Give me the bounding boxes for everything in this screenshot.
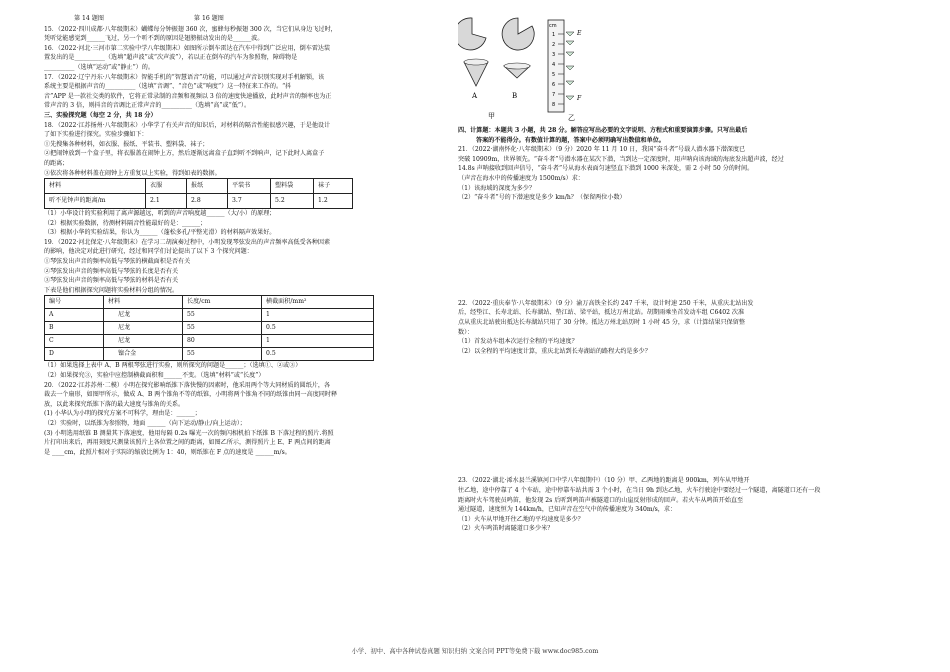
- paper-cone-diagram: [458, 14, 638, 126]
- page-footer: 小学、初中、高中各种试卷真题 知识归纳 文案合同 PPT等免费下载 www.doc985.com: [351, 648, 599, 655]
- cone-a-rim-icon: [464, 59, 488, 65]
- figure-captions: [44, 14, 444, 24]
- label-a: A: [472, 92, 478, 100]
- table-row: 材料 衣服 报纸 平装书 塑料袋 袜子: [45, 179, 353, 194]
- answer-space-21: [458, 203, 898, 299]
- answer-space-22: [458, 356, 898, 476]
- question-18: 18．（2022·江苏扬州·八年级期末）小华学了有关声音的知识后，对材料的隔音性能很感兴趣，于是他设计 了如下实验进行探究。实验步骤如下： ①先搜集各种材料，如衣服、报纸、平装书、塑料袋、袜子； ②把闹钟放到一个盒子里，将衣服盖在闹钟上方，然后逐渐远离盒子直到听不到响声，记下此时人离盒子 的距离； ③依次将各种材料盖在闹钟上方重复以上实验，得到如表的数据。: [44, 121, 331, 177]
- label-b: B: [512, 92, 518, 100]
- question-15: 15．（2022·四川成都·八年级期末）蝴蝶每分钟振翅 360 次，蜜蜂每秒振翅 300 次，当它们从身边飞过时， 凭听觉能感觉到______飞过，另一个听不到的原因是翅膀振动发出的是______波。: [44, 25, 337, 43]
- cone-a-icon: [464, 62, 488, 86]
- question-20: 20．（2022·江苏苏州·二模）小明在探究影响纸锥下落快慢的因素时，他采用两个等大同材质的圆纸片，各 裁去一个扇形，如图甲所示，做成 A、B 两个锥角不等的纸锥，小明将两个锥角不同的纸锥由同一高度同时释 放，以此来探究纸锥下落的最大速度与锥角的关系。 (1) 小华认为小明的探究方案不可科学，理由是：______； （2）实验时，以纸锥为参照物，地面 ______（向下运动/静止/向上运动）； (3) 小明选用纸锥 B 测量其下落速度，他用每隔 0.2s 曝光一次的频闪相机拍下纸锥 B 下落过程的照片.将照 片打印出来后，再用刻度尺测量该照片上各位置之间的距离，如图乙所示，测得照片上 E、F 两点间的距离 是 ____cm，此照片相对于实际的缩放比例为 1：40，则纸锥在 F 点的速度是 ______m/s。: [44, 381, 338, 456]
- table-row: B 尼龙 55 0.5: [45, 322, 374, 335]
- table-row: D 镍合金 55 0.5: [45, 348, 374, 361]
- svg-text:5: 5: [552, 72, 556, 78]
- question-19: 19．（2022·河北保定·八年级期末）在学习二胡演奏过程中，小明发现琴弦发出的声音频率高低受各种因素 的影响，他决定对此进行研究，经过和同学们讨论提出了以下 3 个探究问题： ①琴弦发出声音的频率高低与琴弦的横截面积是否有关 ②琴弦发出声音的频率高低与琴弦的长度是否有关 ③琴弦发出声音的频率高低与琴弦的材料是否有关 下表是他们根据探究问题将实验材料分组的情况。: [44, 238, 331, 294]
- material-table: [44, 178, 353, 209]
- table-row: A 尼龙 55 1: [45, 309, 374, 322]
- paper-disc-b-icon: [502, 18, 534, 50]
- svg-text:8: 8: [552, 102, 556, 108]
- svg-text:3: 3: [552, 52, 556, 58]
- question-23: 23．（2022·湖北·浠水县兰溪镇河口中学八年级期中）（10 分）甲、乙两地的距离是 900km，列车从甲地开 往乙地，途中停靠了 4 个车站，途中停靠车站共需 3 个小时，在当日 9h 到达乙地，火车行驶途中要经过一个隧道，离隧道口还有一段 距离时火车驾驶员鸣笛，他发现 2s 后听到鸣笛声被隧道口的山崖反射形成的回声。若火车从鸣笛开始直至 通过隧道，速度恒为 144km/h，已知声音在空气中的传播速度为 340m/s，求： （1）火车从甲地开往乙地的平均速度是多少？ （2）火车鸣笛时离隧道口多少米？: [458, 477, 821, 533]
- section-3-heading: 三、实验探究题（每空 2 分，共 18 分）: [44, 111, 157, 119]
- question-21: 21．（2022·湖南怀化·八年级期末）（9 分）2020 年 11 月 10 日，我国“奋斗者”号载人潜水器下潜深度已 突破 10909m，世界领先。“奋斗者”号潜水器在某次下潜，当到达一定深度时，用声呐向该海域的海底发出超声波，经过 14.8s 声呐接收到回声信号，“奋斗者”号从海水表面匀速竖直下潜到 1000 米深处，需 2 小时 50 分的时间。 （声音在海水中的传播速度为 1500m/s）求： （1）该海域的深度为多少？ （2）“奋斗者”号的下潜速度是多少 km/h？（保留两位小数）: [458, 146, 784, 202]
- question-16: 16．（2022·河北·三河市第二实验中学八年级期末）如图所示倒车雷达在汽车中得到广泛应用，倒车雷达装 置发出的是__________（选填“超声波”或“次声波”），若以正在倒车的汽车为参照物，障碍物是 __________（选填“运动”或“静止”）的。: [44, 44, 331, 71]
- question-19-parts: （1）如果选择上表中 A、B 两根琴弦进行实验，则所探究的问题是______；（选填①、②或③） （2）如果探究③，实验中应控制横截面积和______不变。（选填“材料”或“长度”）: [44, 362, 302, 380]
- svg-text:7: 7: [552, 92, 556, 98]
- question-18-parts: （1）小华设计的实验利用了离声源越远，听到的声音响度越______（大/小）的原理； （2）根据实验数据，待测材料隔音性能最好的是：______； （3）根据小华的实验结果，你认为______（蓬松多孔/平整光滑）的材料隔声效果好。: [44, 210, 276, 237]
- question-22: 22．（2022·重庆奉节·八年级期末）（9 分）渝万高铁全长约 247 千米，设计时速 250 千米，从重庆北站出发 后，经垫江、长寿北站、长寿湖站、垫江站、梁平站，抵达万州北站。胡期雨乘坐首发动车组 C6402 次准 点从重庆北站驶出抵达长寿湖站只用了 30 分钟。抵达万州北站历时 1 小时 45 分，求（计算结果只保留整 数）： （1）首发动车组本次运行全程的平均速度？ （2）以全程的平均速度计算，重庆北站到长寿湖站的路程大约是多少？: [458, 299, 754, 355]
- svg-text:1: 1: [552, 32, 556, 38]
- table-row: 编号 材料 长度/cm 横截面积/mm²: [45, 296, 374, 309]
- cone-b-rim-icon: [504, 63, 530, 69]
- fig16-caption: 第 16 题图: [193, 15, 224, 22]
- left-column: [44, 14, 444, 457]
- table-row: 听不见钟声的距离/m 2.1 2.8 3.7 5.2 1.2: [45, 194, 353, 209]
- svg-text:4: 4: [552, 62, 556, 68]
- string-table: [44, 295, 374, 361]
- paper-disc-a-icon: [458, 18, 486, 50]
- label-jia: 甲: [488, 112, 495, 120]
- paper-cone-figure: [458, 14, 898, 126]
- fig14-caption: 第 14 题图: [74, 15, 104, 22]
- section-4-heading: 四、计算题：本题共 3 小题，共 28 分。解答应写出必要的文字说明、方程式和重要演算步骤。只写出最后 答案的不能得分。有数值计算的题，答案中必须明确写出数值和单位。: [458, 127, 748, 144]
- label-f: F: [577, 95, 582, 102]
- svg-text:6: 6: [552, 82, 556, 88]
- label-e: E: [577, 30, 582, 37]
- falling-cone-images: [566, 32, 574, 100]
- ruler-unit: cm: [549, 23, 557, 29]
- label-yi: 乙: [568, 114, 575, 122]
- right-column: [458, 14, 898, 534]
- svg-text:2: 2: [552, 42, 556, 48]
- question-17: 17．（2022·辽宁丹东·八年级期末）智能手机的“智慧语音”功能，可以通过声音识别实现对手机解锁，该 系统主要是根据声音的__________（选填“音调”、“音色”或“响度”）这一特征来工作的。“抖 音”APP 是一款社交类的软件，它将正常录制的音频和视频以 3 倍的速度快速播放，此时声音的频率也为正 常声音的 3 倍，则抖音的音调比正常声音的__________（选填“高”或“低”）。: [44, 73, 332, 110]
- table-row: C 尼龙 80 1: [45, 335, 374, 348]
